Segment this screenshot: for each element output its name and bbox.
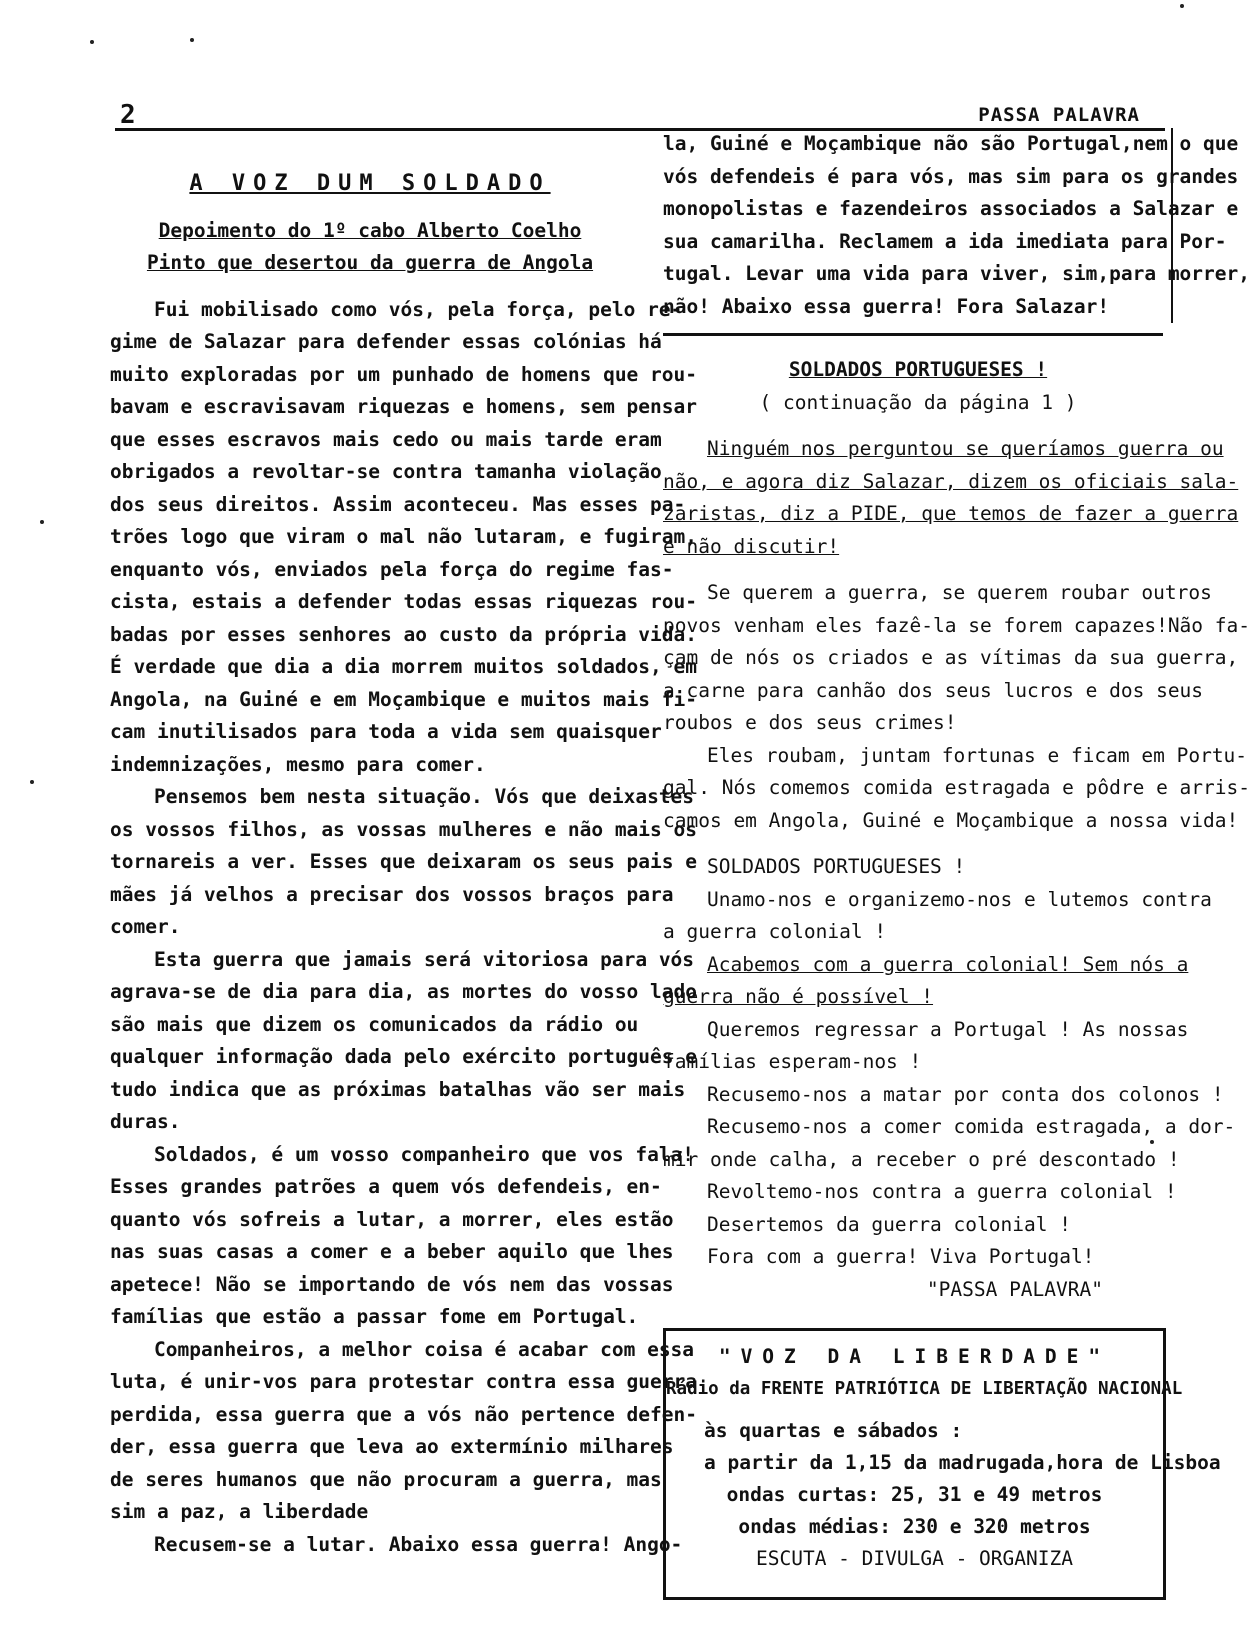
scan-speck <box>40 520 44 524</box>
paragraph-line: Queremos regressar a Portugal ! As nossas <box>707 1017 1189 1041</box>
article-title: A VOZ DUM SOLDADO <box>189 171 551 196</box>
article-line: que esses escravos mais cedo ou mais tarde eram <box>110 427 662 451</box>
paragraph-line: Desertemos da guerra colonial ! <box>707 1212 1071 1236</box>
left-column <box>110 168 697 1561</box>
underlined-line: guerra não é possível ! <box>663 985 934 1008</box>
continuation-line: vós defendeis é para vós, mas sim para os grandes <box>663 164 1239 188</box>
article-subtitle-2: Pinto que desertou da guerra de Angola <box>146 251 594 274</box>
underlined-line: Acabemos com a guerra colonial! Sem nós a <box>707 952 1189 976</box>
article-line: gime de Salazar para defender essas colónias há <box>110 330 662 353</box>
paragraph-line: famílias esperam-nos ! <box>663 1050 922 1073</box>
scan-speck <box>1180 4 1184 8</box>
article-line: mães já velhos a precisar dos vossos braços para <box>110 882 674 906</box>
article-line: cam inutilisados para toda a vida sem quaisquer <box>110 720 662 743</box>
article-line: Fui mobilisado como vós, pela força, pelo re- <box>154 297 683 321</box>
article-line: duras. <box>110 1110 181 1133</box>
radio-title: "VOZ DA LIBERDADE" <box>718 1345 1111 1368</box>
paragraph-line: a carne para canhão dos seus lucros e dos seus <box>663 678 1204 702</box>
article-line: Soldados, é um vosso companheiro que vos fala! <box>154 1142 695 1166</box>
section-rule <box>663 333 1163 336</box>
scan-speck <box>30 780 34 784</box>
article-line: indemnizações, mesmo para comer. <box>110 752 486 776</box>
page-number: 2 <box>120 100 136 130</box>
article-line: bavam e escravisavam riquezas e homens, sem pensar <box>110 395 697 418</box>
paragraph-line: Unamo-nos e organizemo-nos e lutemos contra <box>707 887 1212 911</box>
radio-days: às quartas e sábados : <box>704 1419 963 1442</box>
paragraph-line: Recusemo-nos a comer comida estragada, a dor- <box>707 1115 1236 1138</box>
continuation-line: sua camarilha. Reclamem a ida imediata para Por- <box>663 229 1227 253</box>
article-line: muito exploradas por um punhado de homens que rou- <box>110 362 697 386</box>
article-line: der, essa guerra que leva ao extermínio milhares <box>110 1435 674 1458</box>
article-line: É verdade que dia a dia morrem muitos soldados, em <box>110 655 697 678</box>
article-line: apetece! Não se importando de vós nem das vossas <box>110 1272 674 1296</box>
article-line: cista, estais a defender todas essas riquezas rou- <box>110 590 697 613</box>
paragraph-line: a guerra colonial ! <box>663 920 887 943</box>
underlined-line: não, e agora diz Salazar, dizem os oficiais sala- <box>663 469 1239 493</box>
article-line: Esses grandes patrões a quem vós defendeis, en- <box>110 1175 662 1198</box>
article-line: de seres humanos que não procuram a guerra, mas <box>110 1467 662 1491</box>
article-line: Esta guerra que jamais será vitoriosa para vós <box>154 947 695 971</box>
article-line: tornareis a ver. Esses que deixaram os seus pais e <box>110 850 697 873</box>
article-line: Angola, na Guiné e em Moçambique e muitos mais fi- <box>110 687 697 711</box>
radio-announcement-box <box>663 1328 1221 1600</box>
continuation-line: monopolistas e fazendeiros associados a Salazar e <box>663 197 1239 220</box>
article-line: luta, é unir-vos para protestar contra essa guerra <box>110 1370 697 1393</box>
article-line: Pensemos bem nesta situação. Vós que deixastes <box>154 785 695 808</box>
paragraph-line: Fora com a guerra! Viva Portugal! <box>707 1245 1095 1268</box>
signature: "PASSA PALAVRA" <box>926 1277 1103 1301</box>
article-line: obrigados a revoltar-se contra tamanha violação <box>110 460 662 483</box>
underlined-line: e não discutir! <box>663 534 840 558</box>
article-line: dos seus direitos. Assim aconteceu. Mas esses pa- <box>110 492 686 516</box>
paragraph-line: çam de nós os criados e as vítimas da sua guerra, <box>663 646 1239 669</box>
scan-speck <box>90 40 94 44</box>
continuation-line: tugal. Levar uma vida para viver, sim,para morrer, <box>663 262 1250 285</box>
soldiers-heading: SOLDADOS PORTUGUESES ! <box>707 855 966 878</box>
paragraph-line: roubos e dos seus crimes! <box>663 711 957 734</box>
article-subtitle-1: Depoimento do 1º cabo Alberto Coelho <box>158 218 582 242</box>
scan-speck <box>190 38 194 42</box>
paragraph-line: gal. Nós comemos comida estragada e pôdre e arris- <box>663 776 1250 799</box>
article-line: Recusem-se a lutar. Abaixo essa guerra! Ango- <box>154 1532 683 1556</box>
article-line: badas por esses senhores ao custo da própria vida. <box>110 622 697 646</box>
paragraph-line: Eles roubam, juntam fortunas e ficam em Portu- <box>707 743 1248 767</box>
article-line: comer. <box>110 915 181 938</box>
scan-speck <box>1150 1140 1154 1144</box>
article-line: qualquer informação dada pelo exército português e <box>110 1045 697 1068</box>
article-line: trões logo que viram o mal não lutaram, e fugiram, <box>110 525 697 548</box>
article-line: sim a paz, a liberdade <box>110 1500 369 1523</box>
paragraph-line: povos venham eles fazê-la se forem capazes!Não fa- <box>663 613 1250 637</box>
radio-medium-waves: ondas médias: 230 e 320 metros <box>738 1515 1091 1538</box>
radio-motto: ESCUTA - DIVULGA - ORGANIZA <box>756 1547 1073 1570</box>
article-line: tudo indica que as próximas batalhas vão ser mais <box>110 1077 686 1101</box>
section-subtitle: ( continuação da página 1 ) <box>759 390 1077 414</box>
article-line: enquanto vós, enviados pela força do regime fas- <box>110 557 674 581</box>
radio-subtitle: Rádio da FRENTE PATRIÓTICA DE LIBERTAÇÃO NACIONAL <box>666 1379 1183 1399</box>
paragraph-line: mir onde calha, a receber o pré descontado ! <box>663 1147 1180 1171</box>
article-line: famílias que estão a passar fome em Portugal. <box>110 1305 639 1328</box>
article-line: Companheiros, a melhor coisa é acabar com essa <box>154 1337 695 1361</box>
underlined-line: Ninguém nos perguntou se queríamos guerra ou <box>707 437 1224 460</box>
continuation-line: não! Abaixo essa guerra! Fora Salazar! <box>663 294 1110 318</box>
article-line: nas suas casas a comer e a beber aquilo que lhes <box>110 1240 674 1263</box>
article-line: são mais que dizem os comunicados da rádio ou <box>110 1012 639 1036</box>
article-line: agrava-se de dia para dia, as mortes do vosso lado <box>110 980 697 1003</box>
paragraph-line: Recusemo-nos a matar por conta dos colonos ! <box>707 1082 1224 1106</box>
paragraph-line: Se querem a guerra, se querem roubar outros <box>707 581 1212 604</box>
radio-short-waves: ondas curtas: 25, 31 e 49 metros <box>726 1483 1103 1506</box>
article-line: os vossos filhos, as vossas mulheres e não mais os <box>110 817 697 841</box>
article-line: perdida, essa guerra que a vós não pertence defen- <box>110 1402 697 1426</box>
underlined-line: zaristas, diz a PIDE, que temos de fazer a guerra <box>663 502 1239 525</box>
publication-name: PASSA PALAVRA <box>978 104 1140 126</box>
section-title: SOLDADOS PORTUGUESES ! <box>788 358 1048 381</box>
article-line: quanto vós sofreis a lutar, a morrer, eles estão <box>110 1207 674 1231</box>
right-column <box>663 128 1250 1306</box>
radio-time: a partir da 1,15 da madrugada,hora de Lisboa <box>704 1451 1221 1474</box>
continuation-line: la, Guiné e Moçambique não são Portugal,nem o que <box>663 132 1239 155</box>
paragraph-line: camos em Angola, Guiné e Moçambique a nossa vida! <box>663 808 1239 832</box>
paragraph-line: Revoltemo-nos contra a guerra colonial ! <box>707 1180 1177 1203</box>
